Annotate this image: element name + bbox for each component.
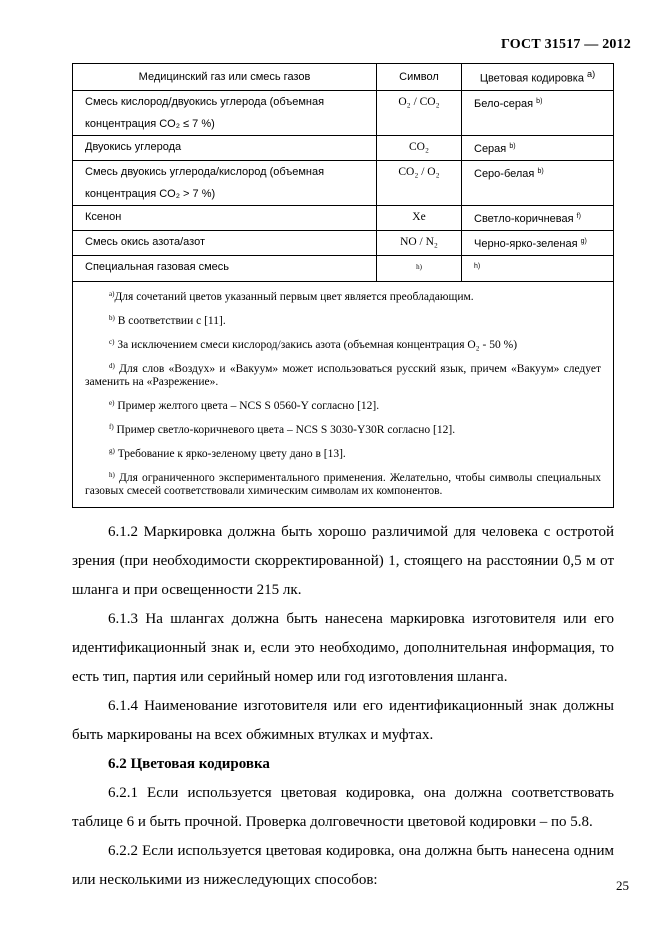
table-row: [73, 91, 614, 136]
gas-name-cell: Смесь кислород/двуокись углерода (объемная концентрация CO₂ ≤ 7 %): [73, 91, 377, 136]
column-header-color: Цветовая кодировка $^{a)}$: [462, 64, 614, 91]
table-header-row: [73, 64, 614, 91]
footnote: $^{b)}$ В соответствии с [11].: [109, 314, 226, 327]
gas-color-coding-table: [72, 63, 614, 508]
footnote: $^{a)}$Для сочетаний цветов указанный первым цвет является преобладающим.: [109, 290, 474, 303]
footnote: $^{e)}$ Пример желтого цвета – NCS S 0560-Y согласно [12].: [109, 399, 380, 412]
gas-name-cell: Смесь двуокись углерода/кислород (объемная концентрация CO₂ > 7 %): [73, 161, 377, 206]
symbol-cell: CO₂: [377, 136, 462, 161]
table-row: [73, 136, 614, 161]
paragraph-6-1-2: 6.1.2 Маркировка должна быть хорошо различимой для человека с остротой зрения (при необходимости скорректированной) 1, стоящего на расстоянии 0,5 м от шланга и при освещенности 215 лк.: [72, 524, 614, 598]
gas-name-cell: Смесь окись азота/азот: [73, 231, 377, 256]
color-cell: Черно-ярко-зеленая $^{g)}$: [462, 231, 614, 256]
color-cell: h): [462, 256, 614, 282]
page-number: 25: [616, 878, 629, 893]
symbol-cell: Xe: [377, 206, 462, 231]
column-header-gas: Медицинский газ или смесь газов: [73, 64, 377, 91]
table-row: [73, 256, 614, 282]
paragraph-6-1-4: 6.1.4 Наименование изготовителя или его идентификационный знак должны быть маркированы на всех обжимных втулках и муфтах.: [72, 698, 614, 743]
color-cell: Светло-коричневая $^{f)}$: [462, 206, 614, 231]
footnote: $^{h)}$ Для ограниченного экспериментального применения. Желательно, чтобы символы специальных газовых смесей соответствовали химическим символам их компонентов.: [85, 471, 601, 497]
gas-name-cell: Специальная газовая смесь: [73, 256, 377, 282]
color-cell: Серо-белая $^{b)}$: [462, 161, 614, 206]
table-notes-row: [73, 282, 614, 508]
color-cell: Серая $^{b)}$: [462, 136, 614, 161]
footnote: $^{g)}$ Требование к ярко-зеленому цвету дано в [13].: [109, 447, 346, 460]
symbol-cell: O₂ / CO₂: [377, 91, 462, 136]
symbol-cell: NO / N₂: [377, 231, 462, 256]
section-body: [72, 518, 614, 895]
color-cell: Бело-серая $^{b)}$: [462, 91, 614, 136]
footnote: $^{c)}$ За исключением смеси кислород/закись азота (объемная концентрация O₂ - 50 %): [109, 338, 518, 351]
footnote: $^{f)}$ Пример светло-коричневого цвета – NCS S 3030-Y30R согласно [12].: [109, 423, 456, 436]
section-heading-6-2: 6.2 Цветовая кодировка: [108, 756, 270, 772]
gas-name-cell: Двуокись углерода: [73, 136, 377, 161]
column-header-symbol: Символ: [377, 64, 462, 91]
table-row: [73, 231, 614, 256]
footnote: $^{d)}$ Для слов «Воздух» и «Вакуум» может использоваться русский язык, причем «Вакуум» следует заменить на «Разрежение».: [85, 362, 602, 388]
paragraph-6-2-1: 6.2.1 Если используется цветовая кодировка, она должна соответствовать таблице 6 и быть прочной. Проверка долговечности цветовой кодировки – по 5.8.: [72, 785, 614, 830]
symbol-cell: CO₂ / O₂: [377, 161, 462, 206]
table-row: [73, 206, 614, 231]
gas-name-cell: Ксенон: [73, 206, 377, 231]
table-row: [73, 161, 614, 206]
document-header: ГОСТ 31517 — 2012: [501, 37, 631, 52]
table-notes: [73, 282, 614, 508]
paragraph-6-1-3: 6.1.3 На шлангах должна быть нанесена маркировка изготовителя или его идентификационный знак и, если это необходимо, дополнительная информация, то есть тип, партия или серийный номер или год изготовления шланга.: [72, 611, 614, 685]
symbol-cell: h): [377, 256, 462, 282]
paragraph-6-2-2: 6.2.2 Если используется цветовая кодировка, она должна быть нанесена одним или несколькими из нижеследующих способов:: [72, 843, 614, 888]
